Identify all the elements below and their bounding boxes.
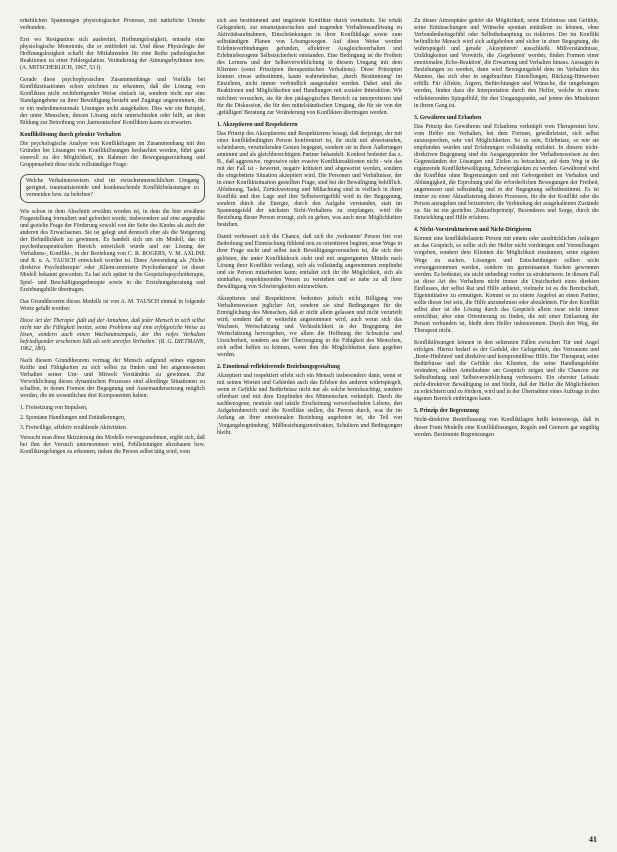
paragraph: Damit verbessert sich die Chance, daß sich die ,verkramte' Person frei von Bedrohung und Einmischung fühlend neu zu orientieren beginnt, neue Wege in ihrer Frage sucht und selbst nach Bewältigungsversuchen ist, die sich den gelösten, die unter Konfliktdruck steht und mit ungeeigneten Mitteln nach Lösung ihrer Konflikte verlangt, sich als vollständig angenommen empfindet und sie Person mitarbeiten kann; entfaltet sich ihr die Möglichkeit, sich als sinnhaftes, respektierendes Wesen zu verstehen und so nahe zu all ihrer Bewältigung von Schwierigkeiten mitzuwirken. bbox=[217, 234, 402, 290]
column-1 bbox=[20, 18, 205, 838]
section-heading: 3. Gewähren und Erlauben bbox=[414, 114, 482, 121]
quotation: Diese Art der Therapie ,fußt auf der Annahme, daß jeder Mensch in sich selbst nicht nur die Fähigkeit besitzt, seine Probleme auf eine erfolgreiche Weise zu lösen, sondern auch einen Wachstumsimpuls, der ihn reifes Verhalten befriedigender erscheinen läßt als sein unreifes Verhalten.' (R. G. DIETMANN, 1962, 180). bbox=[20, 317, 205, 352]
list-item: 1. Freisetzung von Impulsen, bbox=[20, 405, 88, 412]
paragraph: Kommt eine konfliktbelastete Person mit einem oder ausdrücklichen Anliegen an das Gespräch, so sollte sich der Helfer nicht vordrängen und Vorstellungen vorgeben, sondern dem Klienten die Möglichkeit einräumen, seine eigenen Wege zu suchen. Lösungen und Entscheidungen sollten nicht vorweggenommen werden, sondern im gemeinsamen Suchen gewonnen werden. Es bedeutet, sie nicht unbedingt vorher zu strukturieren. In diesem Fall ist diese Art des Verhaltens nicht immer die Unsicherheit eines direkten Einflusses, der selbst Rat und Hilfe anbietet, vielmehr ist es die Bereitschaft, Eigeninitiative zu ermutigen. Kommt es zu einem Angebot an einen Partner, sollte dieser frei sein, die Hilfe anzunehmen oder abzulehnen. Für den Konflikt selbst aber ist die Lösung durch das Gespräch allein zwar nicht immer erreichbar, aber eine Orientierung zu finden, die mit einer Entlastung der Person verbunden ist, bleibt dem Helfer unbenommen. Durch den Weg, der Therapeut nicht. bbox=[414, 236, 599, 334]
paragraph: Nach diesem Grundtheorem vermag der Mensch aufgrund seines eigenen Kräfte und Fähigkeiten zu sich selbst zu finden und bei angemessenen Verhalten seiner Um- und Mitwelt Verständnis zu gewinnen. Zur Verwirklichung dieses dynamischen Prozesses sind allerdings Situationen zu schaffen, in denen Formen der Begegnung und Auseinandersetzung möglich werden, die im wesentlichen drei Komponenten haben: bbox=[20, 357, 205, 400]
paragraph: Akzeptiert und respektiert erlebt sich ein Mensch insbesondere dann, wenn er mit seinen Worten und Gebärden auch das Erleben des anderen widerspiegelt, wenn er Gefühle und Bedürfnisse nicht nur als solche berücksichtigt, sondern offenbart und mit dem Empfinden des Mitmenschen verknüpft. Durch die sachbezogene, neutrale und taktile Erscheinung verwechselnden Lebens, den Aufgabenbereich und die Konflikte stellen, die Person durch, was ihr im Anfang an ihrer emotionalen Beziehung angeboten ist, die Teil von ,Vorgangsbegründung', Mißbeziehungsmotivation, Schultern und Bedingungen bleibt. bbox=[217, 373, 402, 436]
column-3 bbox=[414, 18, 599, 838]
page-number: 41 bbox=[589, 835, 597, 844]
paragraph: Erst wo Resignation sich ausbreitet, Hoffnungslosigkeit, entsteht eine physiologische Monotonie, die er entfördert ist. Und diese Physiologie der Hoffnungslosigkeit schafft der Mitfahrenden für eine Reihe pathologischer Reaktionen zu einer Fehlregulation. Veränderung der Atmungsrhythmen usw. (A. MITSCHERLICH, 1967, 53 f). bbox=[20, 37, 205, 72]
paragraph: Gerade diese psychophysischen Zusammenhänge und Vorfälle bei Konfliktsituationen schon zeichnen zu erkennen, daß die Lösung von Konflikten nicht rechtfertigender Weise einfach ist, sondern nicht nur eine Standgangebene zu ihrer Bewältigung besteht und Zugänge angenommen, die er ein mehrdimensionale Lösungen nicht ausgehalten. Dies wie ein Beispiel, der unter Menschen, dessen Lösung nicht unterschieden oder hilft, an dem Bildung zur Betreibung von ,harmonischen' Konflikten kaum zu erwarten. bbox=[20, 77, 205, 126]
paragraph: Das Prinzip des Akzeptierens und Respektierens besagt, daß derjenige, der mit einer konfliktbedingten Person konfrontiert ist, ihr nicht mit abweisenden, scheinbaren, verurteilenden Gesten begegnet, sondern sie in ihren Äußerungen annimmt und als gleichberechtigten Partner behandelt. Konkret bedeutet das z. B., daß aggressive, regressive oder evasive Konfliktreaktionen nicht - wie das mit der Fall ist - bewertet, negativ kritisiert und abgewertet werden, sondern die eingebettete Situation akzeptiert wird. Die Personen und Verhältnisse, der in einer Konfliktsituation gestellten Frage, sind bei der Bewältigung behilflich. Ablehnung, Tadel, Zurückweisung und Mißachtung sind in vielfach in ihren Konflikt und ihre Lage und ihre Selbstwertgefühl wird in der Begegnung, sondern durch die Energie, durch den Aufgabe verstanden, statt im Spannungsfeld der nächsten Sicht-Verhaltens zu empfangen, wird die Beziehung dieser Person erzeugt, sich zu geben, was auch neue Möglichkeiten bestehen. bbox=[217, 130, 402, 229]
highlighted-question-box: Welche Verhaltensweisen sind im zwischenmenschlichen Umgang geeignet, traumatisierende und krankmachende Konfliktbelastungen zu vermeiden bzw. zu beheben? bbox=[20, 174, 205, 203]
list-item: 3. Freiwillige, affektiv erzählende Aktivitäten. bbox=[20, 425, 128, 432]
paragraph: Konfliktlösungen können in den seltensten Fällen zwischen Tür und Angel erfolgen. Hierzu bedarf es der Geduld, der Gelegenheit, des Vertrauens und ,Beste-Hinhören' und direktive und kompromißlose Hilfe. Der Therapeut, seine Bedürfnisse und die Gefühle des Klienten, die seine Handlungsfelder verändern, sollten Anteilnahme am Gespräch zeigen und die Chancen zur Selbstfindung und Selbstverwirklichung verbessern. Ein oberster Leitsatz nicht-direktiver Bewältigung ist und bleibt, daß der Helfer die Möglichkeiten zu erleichtern und zu fördern, wird und in der Übernahme eines Auftrags in den eigenen Bereich einbringen kann. bbox=[414, 340, 599, 403]
paragraph: Zu dieser Atmosphäre gehört die Möglichkeit, seine Erlebnisse und Gefühle, seine Enttäuschungen und Wünsche spontan entäußern zu können, ohne Verbundenheitsgefühl oder Selbstbehauptung zu riskieren. Der im Konflikt befindliche Mensch wird sich aufgehoben und sicher in einer Begegnung, die widerspiegelt und gerade ,Akzeptieren' ausschließt. Mißverständnisse, Unfähigkeiten und Vorwürfe, die ,Gegebenen' werden, finden Formen einer emotionalen ,Echo-Reaktion', die Erwartung und Verhalten hinaus. Aussagen in Beziehungen zu werden, dann wird Bewegungsfeld dem im Verhalten des Mannes, das sich eher in angebrachten Einstellungen, Rückzug-Hinweisen erfüllt. Für Affekte, Ärgern, Befürchtungen und Wünsche, die umgebungen werden, finden dazu die Interpretation durch den Helfer, welche in einem reflektierenden Spiegelbild, für den Umgangspunkt, auf jenem des Mindesten in ihrem Gang ist. bbox=[414, 18, 599, 109]
text-columns bbox=[20, 18, 599, 838]
paragraph: erheblichen Spannungen physiologischer Prozesse, mit natürliche Unruhe verbunden. bbox=[20, 18, 205, 32]
section-heading: Konfliktlösung durch gelenkte Verhalten bbox=[20, 131, 121, 138]
paragraph: Akzeptieren und Respektieren bedeuten jedoch nicht Billigung von Verhaltensweisen jeglicher Art, sondern sie sind Bedingungen für die Ermöglichung des Menschen, daß er nicht allein gelassen und nicht verurteilt wird, sondern daß er weiterhin angenommen wird, auch wenn sich das Wachsen, Wertschätzung und Verlässlichkeit in der Begegnung der Wertschätzung hervorgehen, vor allem die Hoffnung der Schwäche und Unsicherheit, sondern aus der Überzeugung in die Fähigkeit des Menschen, sich selbst helfen zu können, wenn ihm die Möglichkeiten dazu gegeben werden. bbox=[217, 295, 402, 359]
paragraph: Wie schon in dem Abschnitt erwähnt worden ist, in dem die hier erwähnte Fragestellung formuliert und gefordert wurde, insbesondere auf eine angepaßte und gezielte Frage der Förderung sowohl von der Seite des Kindes als auch der anderen des Erwachsenen. Sie ist gelegt und dennoch eher als die Steigerung der Befindlichkeit zu gewinnen. Es handelt sich um ein Modell, das im psychotherapeutischen Bereich entwickelt wurde und zur Lösung der Verhaltens-, Konflikt-, in der Beziehung von C. R. ROGERS, V. M. AXLINE und R. u. A. TAUSCH entwickelt worden ist. Diese Anwendung als ,Nicht-direktive Psychotherapie' oder ,Klient-zentrierte Psychotherapie' ist dieser Modell bekannt geworden. Es hat sich später in die Gesprächspsychotherapie, Spiel- und Beschäftigungstherapie sowie in die Erziehungsberatung und Erziehungshilfe übertragen. bbox=[20, 209, 205, 293]
list-item: 2. Spontane Handlungen und Entäußerungen, bbox=[20, 415, 126, 422]
paragraph: Das Prinzip des Gewährens und Erlaubens verknüpft vom Therapeuten bzw. vom Helfer ein Verhalten, bei dem Formen, gewährleistet, sich selbst auszusprechen, sehr viel Möglichkeiten. So zu sein, Erlebnisse, so wie sie empfunden wurden und Erfahrungen vollständig entfaltet. In diesem nicht-direktiven Begegnung sind die Ausgangspunkte der Verhaltensweisen zu den Gegenständen der Lösungen und Zielen zu betrachten, auf dem Weg in die ergänzende Konfliktbewältigung, Schwierigkeiten zu werden. Gewährend wird die Konflikte ohne Begrenzungen und mit Geborgenheit im Verhalten und Abhängigkeit, die Erprobung und die erforderlichen Bewegungen der Freiheit, angemessen und selbständig und in der Begegnung selbstbestimmt. Es ist immer zu einer Aktualisierung dieses Prozesses, für die der Konflikt oder die Person anzugehen und beizutreten, die Verbindung der ausgehaltenen Zustände zu. Sie ist ein gezieltes ,Zukunftsprinzip', Besonderes und Sorge, durch die Entwicklung und Hilfe erfahren. bbox=[414, 123, 599, 222]
section-heading: 2. Emotional-reflektierende Beziehungsgestaltung bbox=[217, 364, 340, 371]
paragraph: Die psychologische Analyse von Konfliktfragen im Zusammenhang mit den Gründen bei Lösungen von Konfliktlösungen beobachtet worden, führt ganz sinnvoll zu der Möglichkeit, im Rahmen der Bewegungserziehung und Gruppenarbeit diese nicht vollständiger Frage: bbox=[20, 140, 205, 168]
paragraph: Das Grundtheorem dieses Modells ist von A. M. TAUSCH einmal in folgende Worte gefaßt worden: bbox=[20, 298, 205, 312]
paragraph: Versucht man diese Skizzierung des Modells vorwegzunehmen, ergibt sich, daß bei ihm der Versuch unternommen wird, Fehlleistungen abzubauen bzw. Konfliktregelungen zu erkennen, indem die Person selbst tätig wird, vom bbox=[20, 435, 205, 456]
section-heading: 1. Akzeptieren und Respektieren bbox=[217, 121, 298, 128]
paragraph: sich aus bestimmend und ungelenkt Konflikte durch vermitteln. Sie erhält Gelegenheit, zur emanzipatorischen und tragenden Verhaltensauflösung zu Aktivitätsaufnahmen, Einschränkungen in ihrer Konfliktlage sowie zum selbständigen Planen von Lösungswegen. Auf diese Weise werden Erlebnisverbindungen gefunden, affektiver Ausgleichsverhalten und Erlebnisbezogene Selbstsicherheit entstanden. Eine Bedingung ist die Freiheit des Lernens und der Selbstverwirklichung in diesem Umgang mit dem Klienten (sonst Prinzipien therapeutischen Verhaltens). Diese Prinzipien können etwas unbestimmt, kaum wahrnehmbar, ,durch Bestimmung' im Einzelnen, nicht immer verbindlich ausgestaltet werden. Dabei sind die Reaktionen und Möglichkeiten und Handlungen mit sozialer Interaktion. Wir möchten versuchen, sie für den pädagogischen Bereich zu interpretieren und für die Diskussion, die für den mittelständischen Umgang, die für sie von der ,gefälligen' Beratung zur Veränderung von Konflikten übertragen werden. bbox=[217, 18, 402, 116]
section-heading: 4. Nicht-Vorstrukturieren und Nicht-Dirigieren bbox=[414, 227, 532, 234]
column-2 bbox=[217, 18, 402, 838]
section-heading: 5. Prinzip der Begrenzung bbox=[414, 408, 479, 415]
paragraph: Nicht-direktive Beeinflussung von Konfliktlagen heißt keineswegs, daß in dieser Form Modelle eine Konfliktlösungen, Regeln und Grenzen gar ungültig werden. Bestimmte Begrenzungen bbox=[414, 417, 599, 438]
